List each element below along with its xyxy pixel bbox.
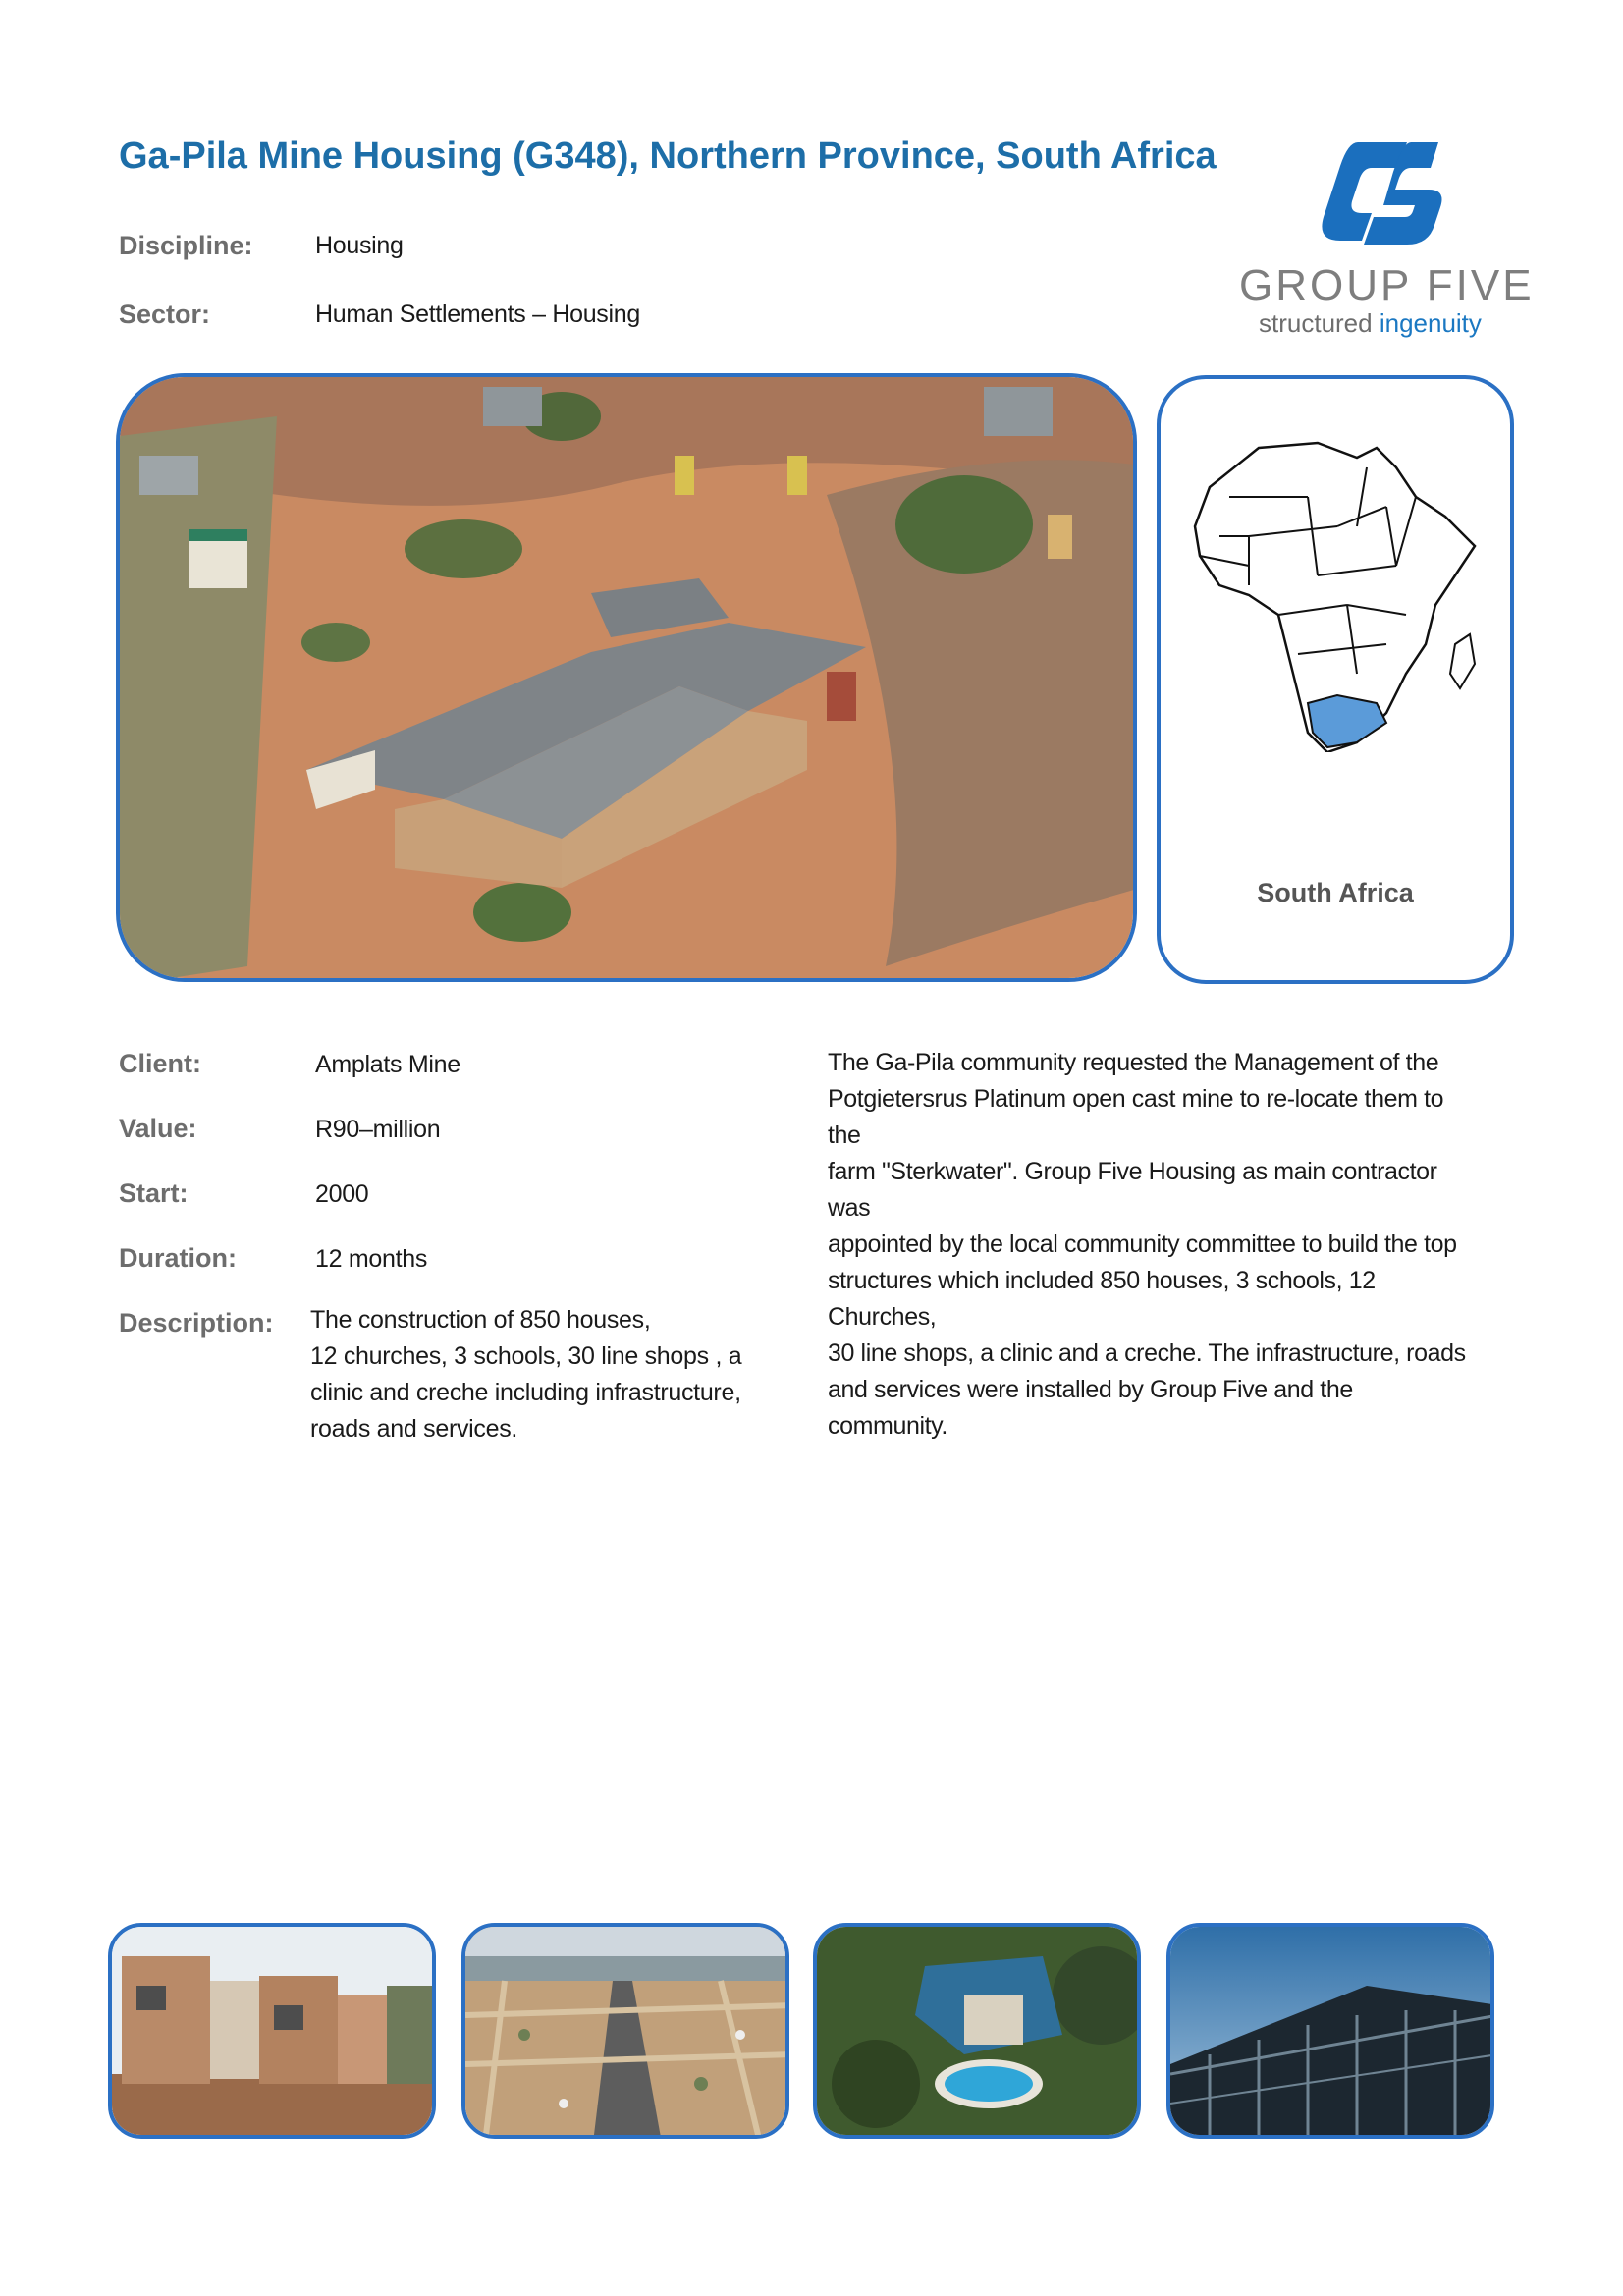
- tagline-part-1: structured: [1259, 308, 1380, 338]
- client-value: Amplats Mine: [315, 1051, 460, 1078]
- description-line: roads and services.: [310, 1415, 518, 1443]
- description-line: 12 churches, 3 schools, 30 line shops , a: [310, 1342, 742, 1370]
- value-label: Value:: [119, 1114, 197, 1143]
- discipline-value: Housing: [315, 232, 404, 259]
- logo-wordmark: GROUP FIVE: [1239, 261, 1535, 309]
- description-line: The construction of 850 houses,: [310, 1306, 651, 1334]
- duration-label: Duration:: [119, 1243, 237, 1273]
- location-map-panel: [1157, 375, 1514, 984]
- logo-tagline: [1259, 308, 1482, 339]
- start-value: 2000: [315, 1180, 369, 1208]
- page-title: Ga-Pila Mine Housing (G348), Northern Province, South Africa: [119, 136, 1217, 177]
- narrative-line: Potgietersrus Platinum open cast mine to re-locate them to the: [828, 1085, 1444, 1149]
- sector-value: Human Settlements – Housing: [315, 301, 640, 328]
- thumbnail-townhouses-photo: [108, 1923, 436, 2139]
- thumbnail-steel-structure-photo: [1166, 1923, 1494, 2139]
- main-aerial-photo: [116, 373, 1137, 982]
- client-label: Client:: [119, 1049, 201, 1078]
- thumbnail-settlement-aerial-photo: [461, 1923, 789, 2139]
- description-line: clinic and creche including infrastructure,: [310, 1379, 741, 1406]
- project-narrative: [828, 1045, 1476, 1445]
- narrative-line: The Ga-Pila community requested the Management of the: [828, 1049, 1439, 1076]
- narrative-line: and services were installed by Group Five and the community.: [828, 1376, 1353, 1440]
- map-country-label: South Africa: [1257, 878, 1414, 907]
- description-label: Description:: [119, 1308, 274, 1338]
- narrative-line: 30 line shops, a clinic and a creche. The infrastructure, roads: [828, 1339, 1466, 1367]
- sector-label: Sector:: [119, 300, 211, 329]
- narrative-line: structures which included 850 houses, 3 schools, 12 Churches,: [828, 1267, 1376, 1331]
- group-five-logo-icon: [1321, 142, 1443, 246]
- africa-map-icon: [1190, 438, 1485, 752]
- thumbnail-resort-pool-photo: [813, 1923, 1141, 2139]
- narrative-line: farm "Sterkwater". Group Five Housing as main contractor was: [828, 1158, 1437, 1222]
- narrative-line: appointed by the local community committee to build the top: [828, 1230, 1457, 1258]
- start-label: Start:: [119, 1178, 189, 1208]
- value-value: R90–million: [315, 1116, 441, 1143]
- description-text: [310, 1302, 742, 1448]
- discipline-label: Discipline:: [119, 231, 253, 260]
- duration-value: 12 months: [315, 1245, 428, 1273]
- tagline-part-2: ingenuity: [1379, 308, 1482, 338]
